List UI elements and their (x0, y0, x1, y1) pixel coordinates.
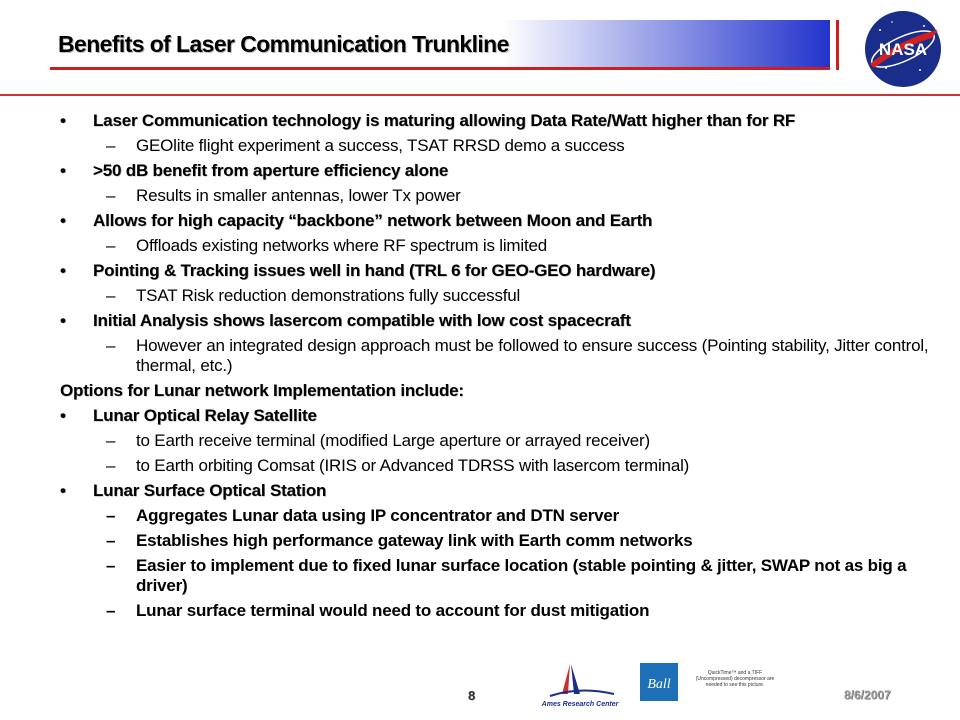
bullet-item (60, 403, 930, 428)
bullet-text: Allows for high capacity “backbone” network between Moon and Earth (93, 211, 653, 230)
bullet-item (60, 258, 930, 283)
bullet-item (60, 208, 930, 233)
dash-marker: – (106, 236, 116, 255)
benefits-list (60, 108, 930, 378)
bullet-marker: • (60, 481, 66, 500)
bullet-text: Lunar Optical Relay Satellite (93, 406, 317, 425)
dash-marker: – (106, 186, 116, 205)
dash-marker: – (106, 456, 116, 475)
ames-logo-text: Ames Research Center (541, 701, 619, 708)
title-bar (50, 20, 830, 70)
sub-bullet-item (60, 283, 930, 308)
ames-research-center-logo-icon (540, 660, 620, 710)
bullet-text: Establishes high performance gateway link with Earth comm networks (136, 531, 693, 550)
header-divider (0, 94, 960, 96)
sub-bullet-item (60, 183, 930, 208)
slide-title: Benefits of Laser Communication Trunkline (58, 31, 509, 57)
bullet-text: to Earth receive terminal (modified Large aperture or arrayed receiver) (136, 431, 650, 450)
bullet-text: Initial Analysis shows lasercom compatible with low cost spacecraft (93, 311, 631, 330)
bullet-item (60, 108, 930, 133)
sub-bullet-item (60, 453, 930, 478)
sub-bullet-item (60, 553, 930, 598)
nasa-logo-text: NASA (878, 40, 928, 59)
sub-bullet-item (60, 233, 930, 258)
bullet-marker: • (60, 311, 66, 330)
bullet-text: However an integrated design approach must be followed to ensure success (Pointing stability, Jitter control, thermal, etc.) (136, 336, 929, 375)
dash-marker: – (106, 506, 116, 525)
bullet-marker: • (60, 211, 66, 230)
bullet-text: Easier to implement due to fixed lunar surface location (stable pointing & jitter, SWAP not as big a driver) (136, 556, 907, 595)
bullet-marker: • (60, 111, 66, 130)
page-number: 8 (468, 688, 476, 703)
bullet-text: TSAT Risk reduction demonstrations fully successful (136, 286, 521, 305)
sub-bullet-item (60, 503, 930, 528)
ball-logo-text: Ball (647, 677, 671, 692)
bullet-text: Lunar Surface Optical Station (93, 481, 327, 500)
bullet-text: Lunar surface terminal would need to account for dust mitigation (136, 601, 650, 620)
sub-bullet-item (60, 428, 930, 453)
dash-marker: – (106, 136, 116, 155)
bullet-text: Offloads existing networks where RF spectrum is limited (136, 236, 548, 255)
bullet-text: to Earth orbiting Comsat (IRIS or Advanced TDRSS with lasercom terminal) (136, 456, 690, 475)
nasa-logo-icon (862, 8, 944, 90)
bullet-item (60, 308, 930, 333)
options-heading: Options for Lunar network Implementation include: (60, 381, 464, 400)
dash-marker: – (106, 601, 116, 620)
bullet-marker: • (60, 261, 66, 280)
footer-date: 8/6/2007 (844, 688, 891, 702)
dash-marker: – (106, 531, 116, 550)
bullet-item (60, 478, 930, 503)
dash-marker: – (106, 286, 116, 305)
bullet-item (60, 158, 930, 183)
sub-bullet-item (60, 598, 930, 623)
dash-marker: – (106, 336, 116, 355)
bullet-marker: • (60, 161, 66, 180)
options-list (60, 403, 930, 623)
sub-bullet-item (60, 333, 930, 378)
dash-marker: – (106, 431, 116, 450)
sub-bullet-item (60, 133, 930, 158)
bullet-text: Pointing & Tracking issues well in hand (TRL 6 for GEO-GEO hardware) (93, 261, 656, 280)
bullet-marker: • (60, 406, 66, 425)
bullet-text: GEOlite flight experiment a success, TSAT RRSD demo a success (136, 136, 625, 155)
bullet-text: Laser Communication technology is maturing allowing Data Rate/Watt higher than for RF (93, 111, 796, 130)
slide-body (60, 108, 930, 623)
bullet-text: >50 dB benefit from aperture efficiency alone (93, 161, 449, 180)
bullet-text: Results in smaller antennas, lower Tx power (136, 186, 461, 205)
title-accent-line (836, 20, 839, 70)
ball-logo-icon (640, 663, 678, 701)
quicktime-placeholder-note: QuickTime™ and a TIFF (Uncompressed) decompressor are needed to see this picture. (695, 670, 775, 688)
bullet-text: Aggregates Lunar data using IP concentrator and DTN server (136, 506, 620, 525)
sub-bullet-item (60, 528, 930, 553)
dash-marker: – (106, 556, 116, 575)
